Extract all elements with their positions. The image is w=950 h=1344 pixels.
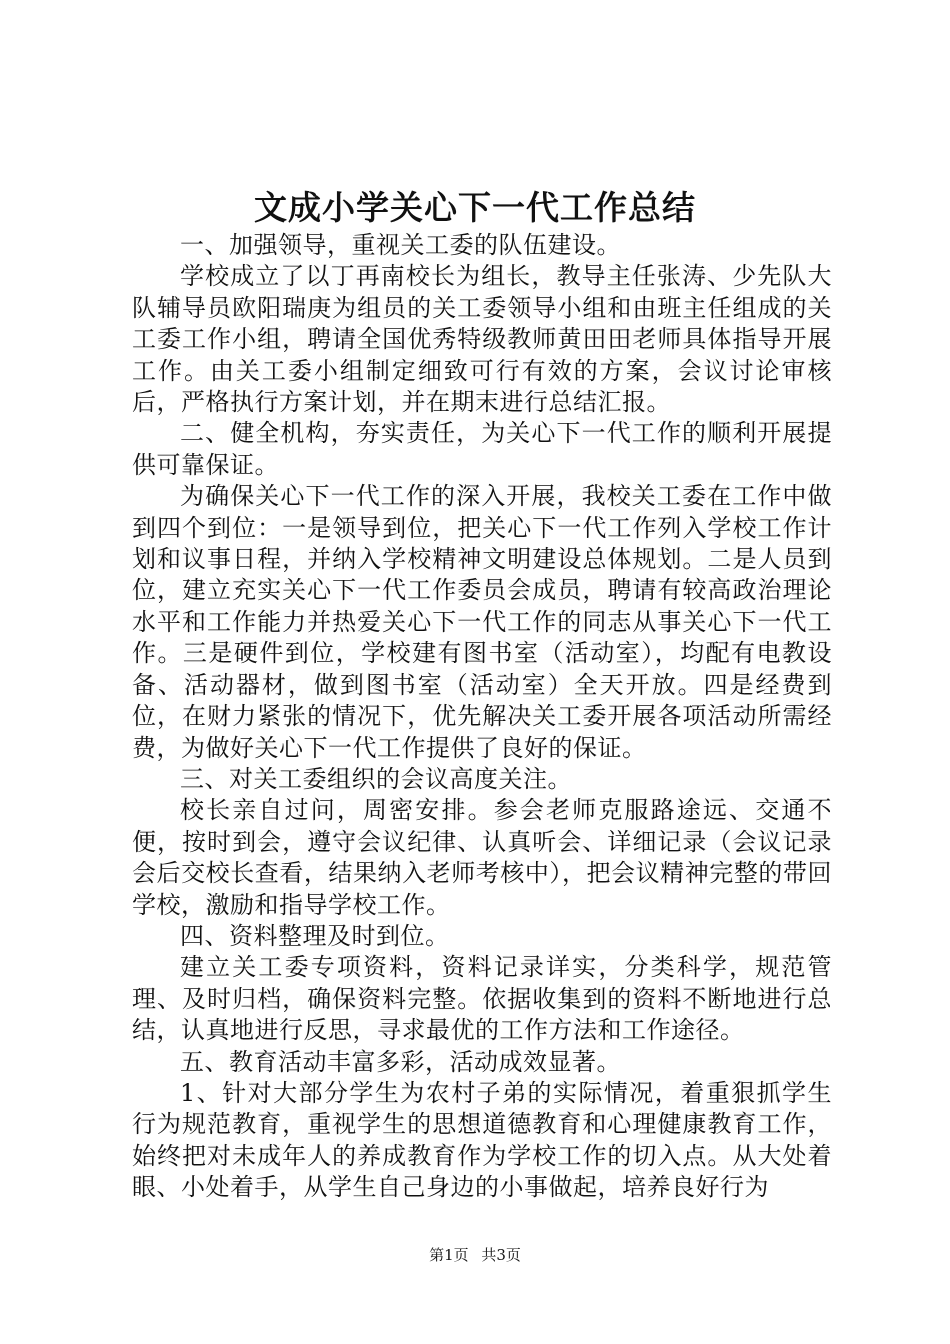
document-title: 文成小学关心下一代工作总结 bbox=[254, 188, 696, 227]
page-total: 共3页 bbox=[481, 1246, 521, 1264]
page-footer bbox=[0, 1243, 950, 1267]
body-paragraph: 学校成立了以丁再南校长为组长，教导主任张涛、少先队大队辅导员欧阳瑞庚为组员的关工委领导小组和由班主任组成的关工委工作小组，聘请全国优秀特级教师黄田田老师具体指导开展工作。由关工委小组制定细致可行有效的方案，会议讨论审核后，严格执行方案计划，并在期末进行总结汇报。 bbox=[132, 262, 832, 417]
section-heading-3: 三、对关工委组织的会议高度关注。 bbox=[180, 764, 572, 793]
document-body bbox=[132, 230, 832, 1204]
page-number: 第1页 bbox=[429, 1246, 469, 1264]
section-heading-2: 二、健全机构，夯实责任，为关心下一代工作的顺利开展提供可靠保证。 bbox=[132, 419, 832, 479]
section-heading-4: 四、资料整理及时到位。 bbox=[180, 921, 450, 950]
body-paragraph: 校长亲自过问，周密安排。参会老师克服路途远、交通不便，按时到会，遵守会议纪律、认真听会、详细记录（会议记录会后交校长查看，结果纳入老师考核中），把会议精神完整的带回学校，激励和指导学校工作。 bbox=[132, 796, 832, 919]
section-heading-1: 一、加强领导，重视关工委的队伍建设。 bbox=[180, 231, 621, 259]
section-heading-5: 五、教育活动丰富多彩，活动成效显著。 bbox=[180, 1047, 621, 1076]
body-paragraph: 1、针对大部分学生为农村子弟的实际情况，着重狠抓学生行为规范教育，重视学生的思想道德教育和心理健康教育工作，始终把对未成年人的养成教育作为学校工作的切入点。从大处着眼、小处着手，从学生自己身边的小事做起，培养良好行为 bbox=[132, 1078, 832, 1202]
body-paragraph: 为确保关心下一代工作的深入开展，我校关工委在工作中做到四个到位：一是领导到位，把关心下一代工作列入学校工作计划和议事日程，并纳入学校精神文明建设总体规划。二是人员到位，建立充实关心下一代工作委员会成员，聘请有较高政治理论水平和工作能力并热爱关心下一代工作的同志从事关心下一代工作。三是硬件到位，学校建有图书室（活动室），均配有电教设备、活动器材，做到图书室（活动室）全天开放。四是经费到位，在财力紧张的情况下，优先解决关工委开展各项活动所需经费，为做好关心下一代工作提供了良好的保证。 bbox=[132, 482, 832, 762]
body-paragraph: 建立关工委专项资料，资料记录详实，分类科学，规范管理、及时归档，确保资料完整。依据收集到的资料不断地进行总结，认真地进行反思，寻求最优的工作方法和工作途径。 bbox=[132, 953, 832, 1045]
